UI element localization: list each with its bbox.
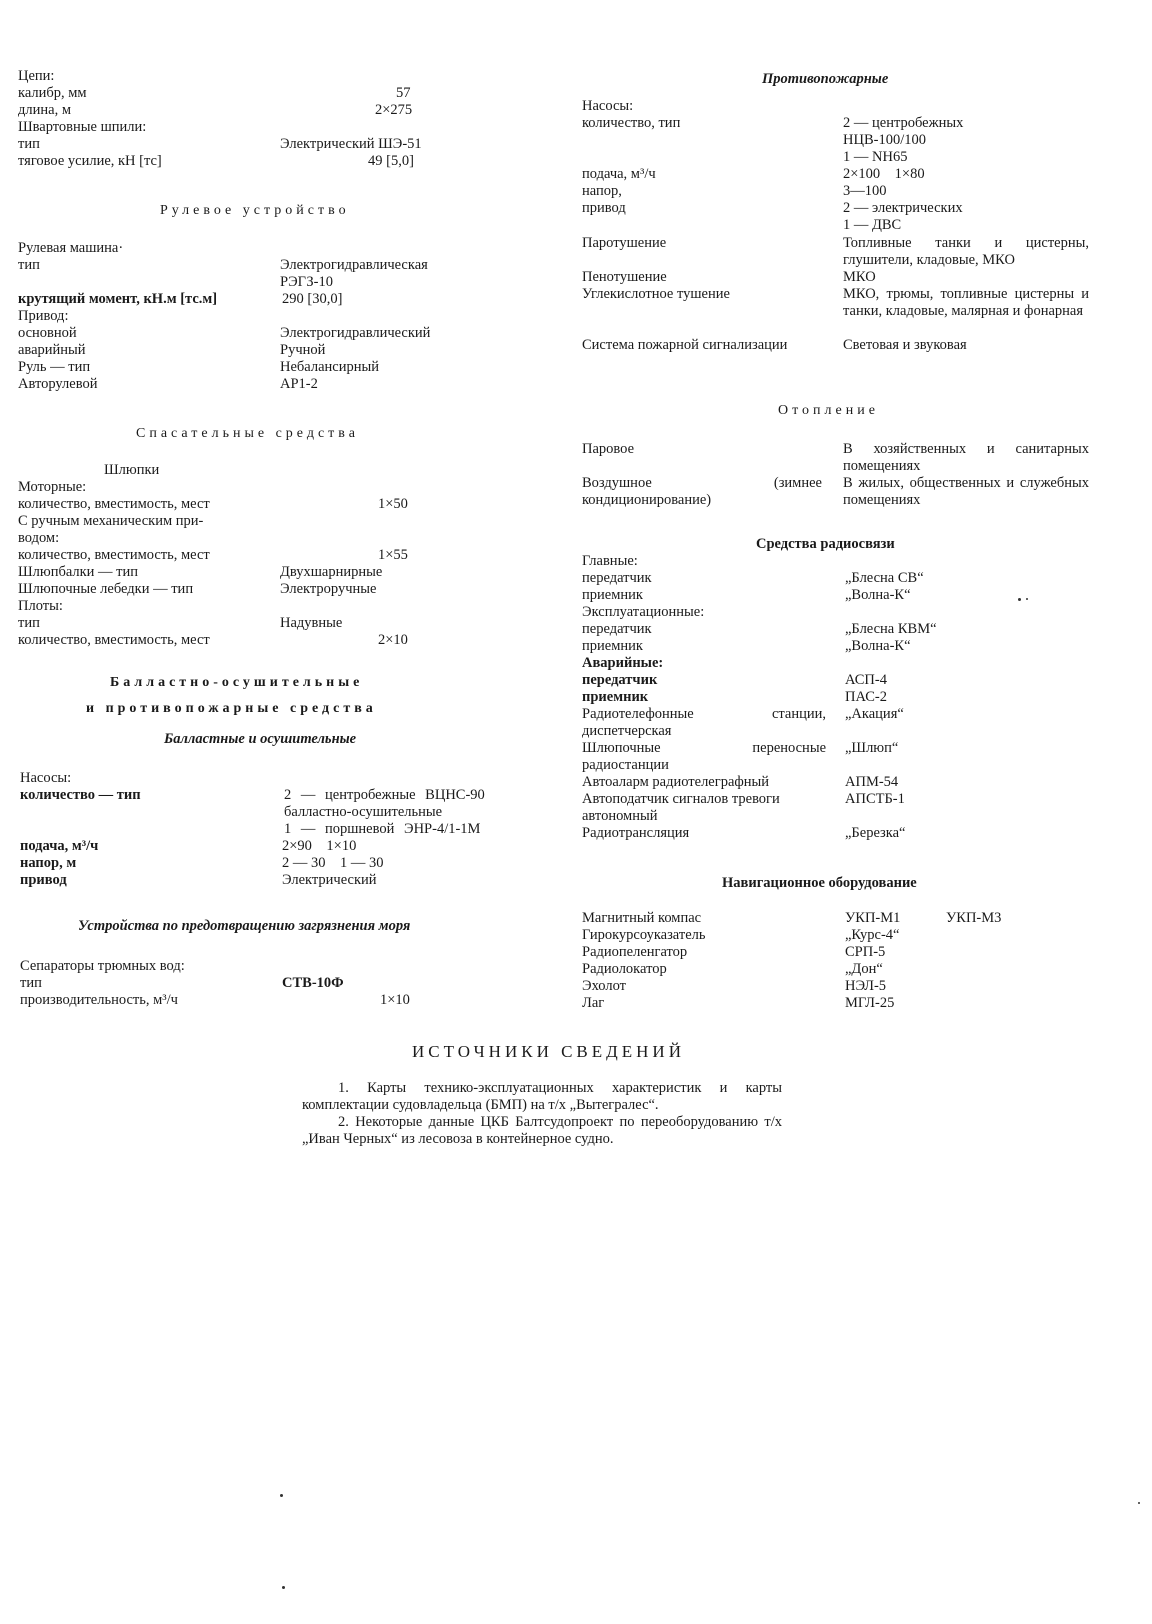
heating-air-label: Воздушное (зимнее кондиционирование) xyxy=(582,475,822,508)
radio-main-tx-label: передатчик xyxy=(582,570,652,586)
heating-steam-label: Паровое xyxy=(582,441,635,457)
capstan-type-label: тип xyxy=(18,136,40,152)
rudder-label: Руль — тип xyxy=(18,359,91,375)
torque-value: 290 [30,0] xyxy=(282,291,343,307)
rudder-value: Небалансирный xyxy=(280,359,379,375)
separators-capacity-value: 1×10 xyxy=(380,992,410,1008)
scan-speck xyxy=(1138,1502,1140,1504)
radio-em-heading: Аварийные: xyxy=(582,655,664,671)
capstan-pull-value: 49 [5,0] xyxy=(368,153,414,169)
fire-drive-label: привод xyxy=(582,200,626,216)
radio-main-rx-label: приемник xyxy=(582,587,643,603)
rafts-type-label: тип xyxy=(18,615,40,631)
nav-title: Навигационное оборудование xyxy=(722,875,917,891)
ballast-title-2: и противопожарные средства xyxy=(86,701,377,716)
co2-value: МКО, трюмы, топливные цистерны и танки, кладовые, малярная и фонарная xyxy=(843,286,1089,319)
fire-flow-label: подача, м³/ч xyxy=(582,166,656,182)
fire-qty-value-2: НЦВ-100/100 xyxy=(843,132,926,148)
radio-main-heading: Главные: xyxy=(582,553,638,569)
co2-label: Углекислотное тушение xyxy=(582,286,730,302)
nav-echo-label: Эхолот xyxy=(582,978,626,994)
radio-em-tx-label: передатчик xyxy=(582,672,658,688)
chains-heading: Цепи: xyxy=(18,68,55,84)
ballast-qty-label: количество — тип xyxy=(20,787,141,803)
manual-boats-heading-1: С ручным механическим при- xyxy=(18,513,204,529)
radio-ops-heading: Эксплуатационные: xyxy=(582,604,705,620)
manual-boats-qty-value: 1×55 xyxy=(378,547,408,563)
nav-echo-value: НЭЛ-5 xyxy=(845,978,887,994)
boats-heading: Шлюпки xyxy=(104,462,160,478)
steering-type-value: Электрогидравлическая xyxy=(280,257,428,273)
davits-value: Двухшарнирные xyxy=(280,564,383,580)
rafts-qty-label: количество, вместимость, мест xyxy=(18,632,210,648)
ballast-drive-label: привод xyxy=(20,872,67,888)
scan-speck xyxy=(1018,598,1021,601)
radio-autoalarm-value: АПМ-54 xyxy=(845,774,899,790)
ballast-drive-value: Электрический xyxy=(282,872,377,888)
autopilot-label: Авторулевой xyxy=(18,376,98,392)
ballast-qty-value-1: 2 — центробежные ВЦНС-90 xyxy=(284,787,485,803)
radio-broadcast-label: Радиотрансляция xyxy=(582,825,690,841)
nav-log-label: Лаг xyxy=(582,995,605,1011)
radio-boat-value: „Шлюп“ xyxy=(845,740,899,756)
drive-emergency-value: Ручной xyxy=(280,342,326,358)
fire-drive-value-2: 1 — ДВС xyxy=(843,217,902,233)
nav-radar-value: „Дон“ xyxy=(845,961,883,977)
nav-compass-label: Магнитный компас xyxy=(582,910,702,926)
sources-item-2: 2. Некоторые данные ЦКБ Балтсудопроект по переоборудованию т/х „Иван Черных“ из лесовоза в контейнерное судно. xyxy=(302,1114,782,1147)
lifesaving-title: Спасательные средства xyxy=(136,426,359,441)
ballast-flow-value: 2×90 1×10 xyxy=(282,838,357,854)
ballast-flow-label: подача, м³/ч xyxy=(20,838,99,854)
foam-value: МКО xyxy=(843,269,876,285)
ballast-pumps-heading: Насосы: xyxy=(20,770,72,786)
ballast-qty-value-3: 1 — поршневой ЭНР-4/1-1М xyxy=(284,821,481,837)
ballast-head-label: напор, м xyxy=(20,855,77,871)
nav-rdf-label: Радиопеленгатор xyxy=(582,944,688,960)
separators-capacity-label: производительность, м³/ч xyxy=(20,992,178,1008)
torque-label: крутящий момент, кН.м [тс.м] xyxy=(18,291,218,307)
caliber-label: калибр, мм xyxy=(18,85,87,101)
fire-qty-value-3: 1 — NH65 xyxy=(843,149,908,165)
steering-machine-heading: Рулевая машина· xyxy=(18,240,124,256)
length-value: 2×275 xyxy=(375,102,413,118)
fire-alarm-label: Система пожарной сигнализации xyxy=(582,337,788,353)
heating-title: Отопление xyxy=(778,403,879,418)
radio-broadcast-value: „Березка“ xyxy=(845,825,906,841)
radio-ops-rx-value: „Волна-К“ xyxy=(845,638,911,654)
nav-compass-value-2: УКП-М3 xyxy=(946,910,1002,926)
fire-alarm-value: Световая и звуковая xyxy=(843,337,967,353)
scan-speck xyxy=(282,1586,285,1589)
ballast-title-1: Балластно-осушительные xyxy=(110,675,364,690)
radio-main-tx-value: „Блесна СВ“ xyxy=(845,570,924,586)
scan-speck xyxy=(1026,598,1028,600)
rafts-type-value: Надувные xyxy=(280,615,343,631)
scan-speck xyxy=(280,1494,283,1497)
radio-ops-tx-label: передатчик xyxy=(582,621,652,637)
fire-flow-value: 2×100 1×80 xyxy=(843,166,925,182)
fire-qty-value-1: 2 — центробежных xyxy=(843,115,964,131)
fire-head-value: 3—100 xyxy=(843,183,887,199)
capstans-heading: Швартовные шпили: xyxy=(18,119,147,135)
heating-steam-value: В хозяйственных и санитарных помещениях xyxy=(843,441,1089,474)
caliber-value: 57 xyxy=(396,85,411,101)
radio-em-rx-value: ПАС-2 xyxy=(845,689,887,705)
nav-gyro-value: „Курс-4“ xyxy=(845,927,900,943)
length-label: длина, м xyxy=(18,102,71,118)
manual-boats-heading-2: водом: xyxy=(18,530,60,546)
radio-boat-label: Шлюпочные переносные радиостанции xyxy=(582,740,826,773)
fire-drive-value-1: 2 — электрических xyxy=(843,200,963,216)
sources-title: ИСТОЧНИКИ СВЕДЕНИЙ xyxy=(412,1042,685,1061)
ballast-head-value: 2 — 30 1 — 30 xyxy=(282,855,384,871)
radio-distress-value: АПСТБ-1 xyxy=(845,791,905,807)
separators-type-label: тип xyxy=(20,975,42,991)
ballast-qty-value-2: балластно-осушительные xyxy=(284,804,443,820)
radio-em-tx-value: АСП-4 xyxy=(845,672,887,688)
heating-air-value: В жилых, общественных и служебных помещениях xyxy=(843,475,1089,508)
radio-distress-label: Автоподатчик сигналов тревоги автономный xyxy=(582,791,780,824)
motor-boats-heading: Моторные: xyxy=(18,479,87,495)
radio-main-rx-value: „Волна-К“ xyxy=(845,587,911,603)
radio-ops-rx-label: приемник xyxy=(582,638,643,654)
radio-em-rx-label: приемник xyxy=(582,689,649,705)
steering-type-label: тип xyxy=(18,257,40,273)
foam-label: Пенотушение xyxy=(582,269,667,285)
separators-type-value: СТВ-10Ф xyxy=(282,975,344,991)
fire-title: Противопожарные xyxy=(762,71,889,87)
radio-phone-value: „Акация“ xyxy=(845,706,904,722)
fire-head-label: напор, xyxy=(582,183,622,199)
manual-boats-qty-label: количество, вместимость, мест xyxy=(18,547,210,563)
radio-ops-tx-value: „Блесна КВМ“ xyxy=(845,621,937,637)
rafts-qty-value: 2×10 xyxy=(378,632,408,648)
nav-rdf-value: СРП-5 xyxy=(845,944,886,960)
nav-gyro-label: Гирокурсоуказатель xyxy=(582,927,706,943)
radio-title: Средства радиосвязи xyxy=(756,536,895,552)
winches-label: Шлюпочные лебедки — тип xyxy=(18,581,194,597)
nav-log-value: МГЛ-25 xyxy=(845,995,895,1011)
steam-extinguishing-label: Паротушение xyxy=(582,235,667,251)
radio-autoalarm-label: Автоаларм радиотелеграфный xyxy=(582,774,770,790)
nav-compass-value-1: УКП-М1 xyxy=(845,910,901,926)
autopilot-value: АР1-2 xyxy=(280,376,318,392)
drive-main-value: Электрогидравлический xyxy=(280,325,431,341)
steering-title: Рулевое устройство xyxy=(160,203,350,218)
sources-item-1: 1. Карты технико-эксплуатационных характеристик и карты комплектации судовладельца (БМП) на т/х „Вытегралес“. xyxy=(302,1080,782,1113)
davits-label: Шлюпбалки — тип xyxy=(18,564,139,580)
fire-qty-label: количество, тип xyxy=(582,115,681,131)
radio-phone-label: Радиотелефонные станции, диспетчерская xyxy=(582,706,826,739)
ballast-subtitle: Балластные и осушительные xyxy=(164,731,357,747)
capstan-pull-label: тяговое усилие, кН [тс] xyxy=(18,153,162,169)
drive-heading: Привод: xyxy=(18,308,69,324)
steering-model-value: РЭГЗ-10 xyxy=(280,274,333,290)
motor-boats-qty-value: 1×50 xyxy=(378,496,408,512)
rafts-heading: Плоты: xyxy=(18,598,63,614)
motor-boats-qty-label: количество, вместимость, мест xyxy=(18,496,210,512)
steam-extinguishing-value: Топливные танки и цистерны, глушители, кладовые, МКО xyxy=(843,235,1089,268)
separators-heading: Сепараторы трюмных вод: xyxy=(20,958,185,974)
winches-value: Электроручные xyxy=(280,581,377,597)
nav-radar-label: Радиолокатор xyxy=(582,961,667,977)
fire-pumps-heading: Насосы: xyxy=(582,98,634,114)
drive-main-label: основной xyxy=(18,325,77,341)
drive-emergency-label: аварийный xyxy=(18,342,86,358)
pollution-title: Устройства по предотвращению загрязнения моря xyxy=(78,918,411,934)
capstan-type-value: Электрический ШЭ-51 xyxy=(280,136,422,152)
